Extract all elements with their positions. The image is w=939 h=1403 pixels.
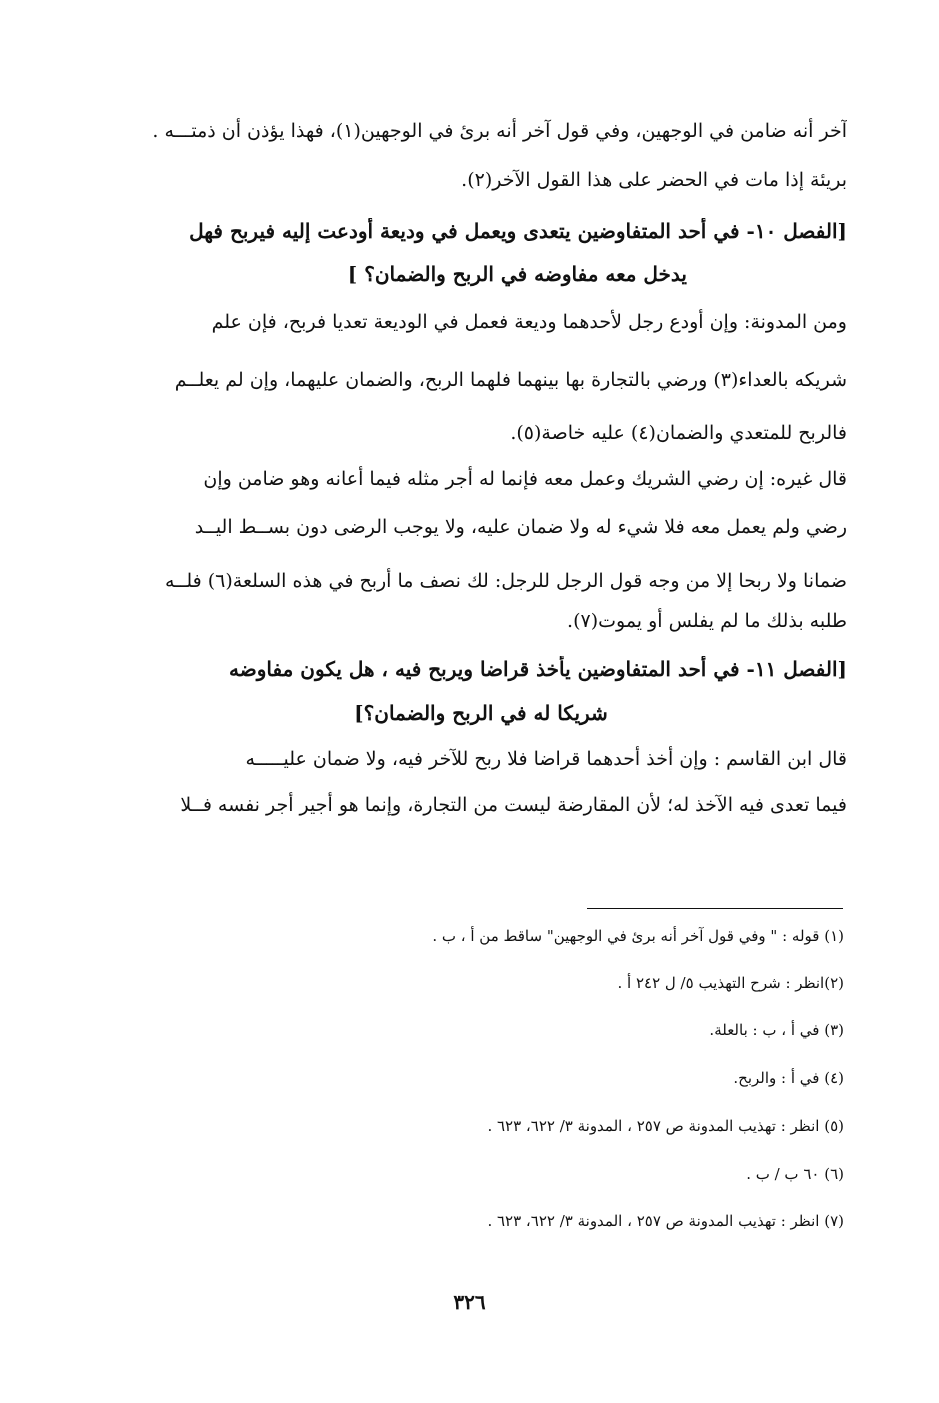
footnote-5: (٥) انظر : تهذيب المدونة ص ٢٥٧ ، المدونة ٣/ ٦٢٢، ٦٢٣ . [487, 1117, 844, 1135]
footnote-4: (٤) في أ : والربح. [733, 1069, 844, 1087]
footnote-2: (٢)انظر : شرح التهذيب ٥/ ل ٢٤٢ أ . [617, 974, 844, 992]
text-line-8: قال غيره: إن رضي الشريك وعمل معه فإنما له أجر مثله فيما أعانه وهو ضامن وإن [203, 468, 847, 490]
footnote-3: (٣) في أ ، ب : بالعلة. [709, 1021, 844, 1039]
footnote-7: (٧) انظر : تهذيب المدونة ص ٢٥٧ ، المدونة ٣/ ٦٢٢، ٦٢٣ . [487, 1212, 844, 1230]
text-line-10: ضمانا ولا ربحا إلا من وجه قول الرجل للرجل: لك نصف ما أربح في هذه السلعة(٦) فلــه [165, 570, 847, 592]
text-line-9: رضي ولم يعمل معه فلا شيء له ولا ضمان عليه، ولا يوجب الرضى دون بســط اليــد [194, 516, 847, 538]
footnote-1: (١) قوله : " وفي قول آخر أنه برئ في الوجهين" ساقط من أ ، ب . [432, 927, 844, 945]
section-10-heading-line-1: [الفصل ١٠- في أحد المتفاوضين يتعدى ويعمل في وديعة أودعت إليه فيربح فهل [189, 219, 847, 243]
text-line-1: آخر أنه ضامن في الوجهين، وفي قول آخر أنه برئ في الوجهين(١)، فهذا يؤذن أن ذمتـــه . [152, 120, 847, 142]
text-line-2: بريئة إذا مات في الحضر على هذا القول الآخر(٢). [461, 169, 847, 191]
text-line-6: شريكه بالعداء(٣) ورضي بالتجارة بها بينهما فلهما الربح، والضمان عليهما، وإن لم يعلــم [174, 369, 847, 391]
text-line-5: ومن المدونة: وإن أودع رجل لأحدهما وديعة فعمل في الوديعة تعديا فربح، فإن علم [211, 311, 847, 333]
section-10-heading-line-2: يدخل معه مفاوضه في الربح والضمان؟ ] [347, 262, 687, 286]
text-line-11: طلبه بذلك ما لم يفلس أو يموت(٧). [567, 610, 847, 632]
text-line-7: فالربح للمتعدي والضمان(٤) عليه خاصة(٥). [510, 422, 847, 444]
section-11-heading-line-1: [الفصل ١١- في أحد المتفاوضين يأخذ قراضا ويربح فيه ، هل يكون مفاوضه [229, 657, 847, 681]
text-line-14: قال ابن القاسم : وإن أخذ أحدهما قراضا فلا ربح للآخر فيه، ولا ضمان عليـــــه [245, 748, 847, 770]
page-number: ٣٢٦ [453, 1290, 486, 1314]
text-line-15: فيما تعدى فيه الآخذ له؛ لأن المقارضة ليست من التجارة، وإنما هو أجير أجر نفسه فــلا [180, 794, 847, 816]
footnote-6: (٦) ٦٠ ب / ب . [746, 1165, 844, 1183]
section-11-heading-line-2: شريكا له في الربح والضمان؟] [354, 701, 608, 725]
footnote-separator [587, 908, 843, 909]
